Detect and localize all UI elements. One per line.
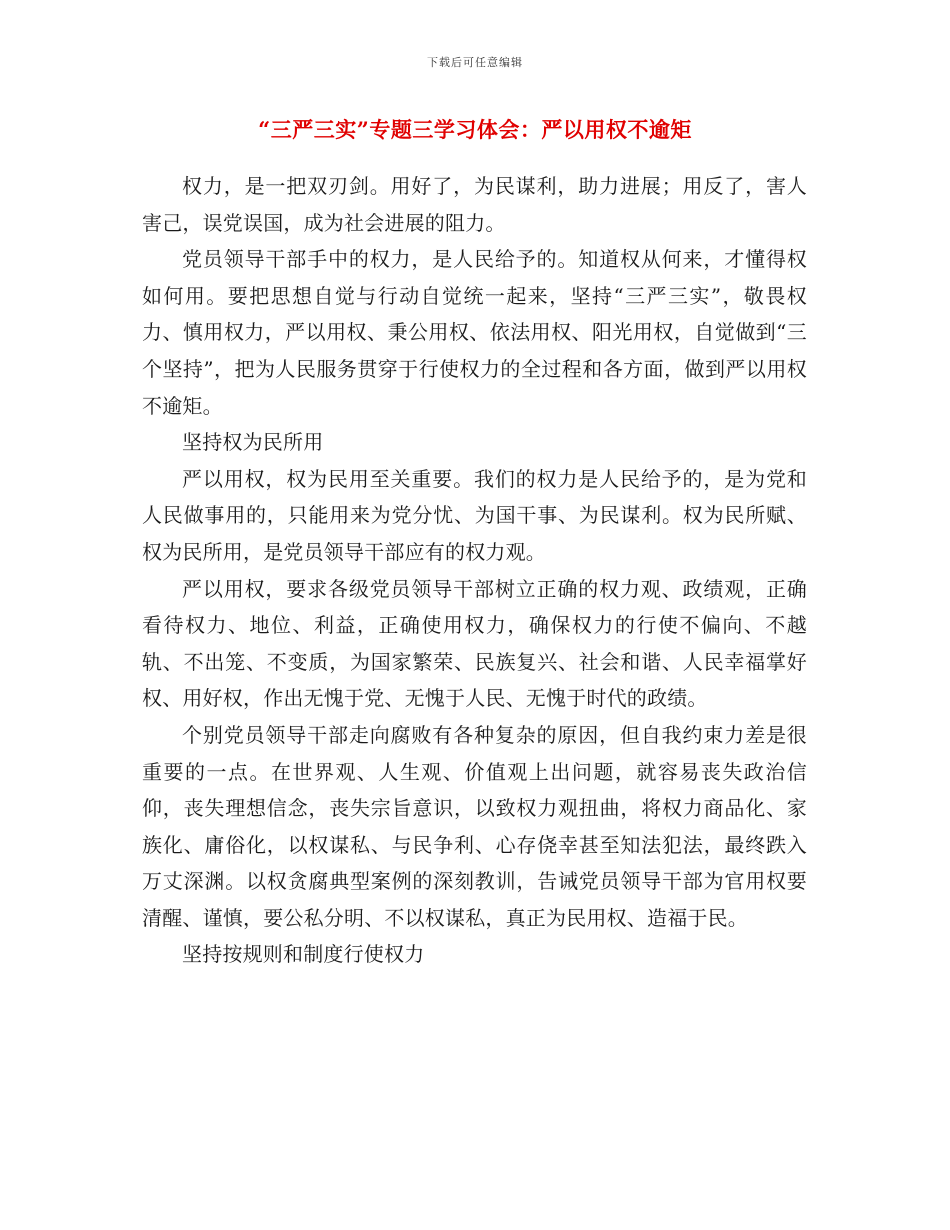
document-body — [142, 168, 807, 973]
header-note: 下载后可任意编辑 — [427, 56, 523, 69]
document-title: “三严三实”专题三学习体会：严以用权不逾矩 — [258, 117, 692, 142]
paragraph: 个别党员领导干部走向腐败有各种复杂的原因，但自我约束力差是很重要的一点。在世界观、人生观、价值观上出问题，就容易丧失政治信仰，丧失理想信念，丧失宗旨意识，以致权力观扭曲，将权力商品化、家族化、庸俗化，以权谋私、与民争利、心存侥幸甚至知法犯法，最终跌入万丈深渊。以权贪腐典型案例的深刻教训，告诫党员领导干部为官用权要清醒、谨慎，要公私分明、不以权谋私，真正为民用权、造福于民。 — [142, 722, 807, 930]
paragraph: 严以用权，要求各级党员领导干部树立正确的权力观、政绩观，正确看待权力、地位、利益，正确使用权力，确保权力的行使不偏向、不越轨、不出笼、不变质，为国家繁荣、民族复兴、社会和谐、人民幸福掌好权、用好权，作出无愧于党、无愧于人民、无愧于时代的政绩。 — [142, 576, 807, 711]
paragraph: 权力，是一把双刃剑。用好了，为民谋利，助力进展；用反了，害人害己，误党误国，成为社会进展的阻力。 — [142, 174, 807, 235]
section-heading: 坚持按规则和制度行使权力 — [182, 942, 425, 967]
paragraph: 严以用权，权为民用至关重要。我们的权力是人民给予的，是为党和人民做事用的，只能用来为党分忧、为国干事、为民谋利。权为民所赋、权为民所用，是党员领导干部应有的权力观。 — [142, 466, 807, 564]
section-heading: 坚持权为民所用 — [182, 430, 324, 455]
paragraph: 党员领导干部手中的权力，是人民给予的。知道权从何来，才懂得权如何用。要把思想自觉与行动自觉统一起来，坚持“三严三实”，敬畏权力、慎用权力，严以用权、秉公用权、依法用权、阳光用权，自觉做到“三个坚持”，把为人民服务贯穿于行使权力的全过程和各方面，做到严以用权不逾矩。 — [142, 247, 807, 418]
